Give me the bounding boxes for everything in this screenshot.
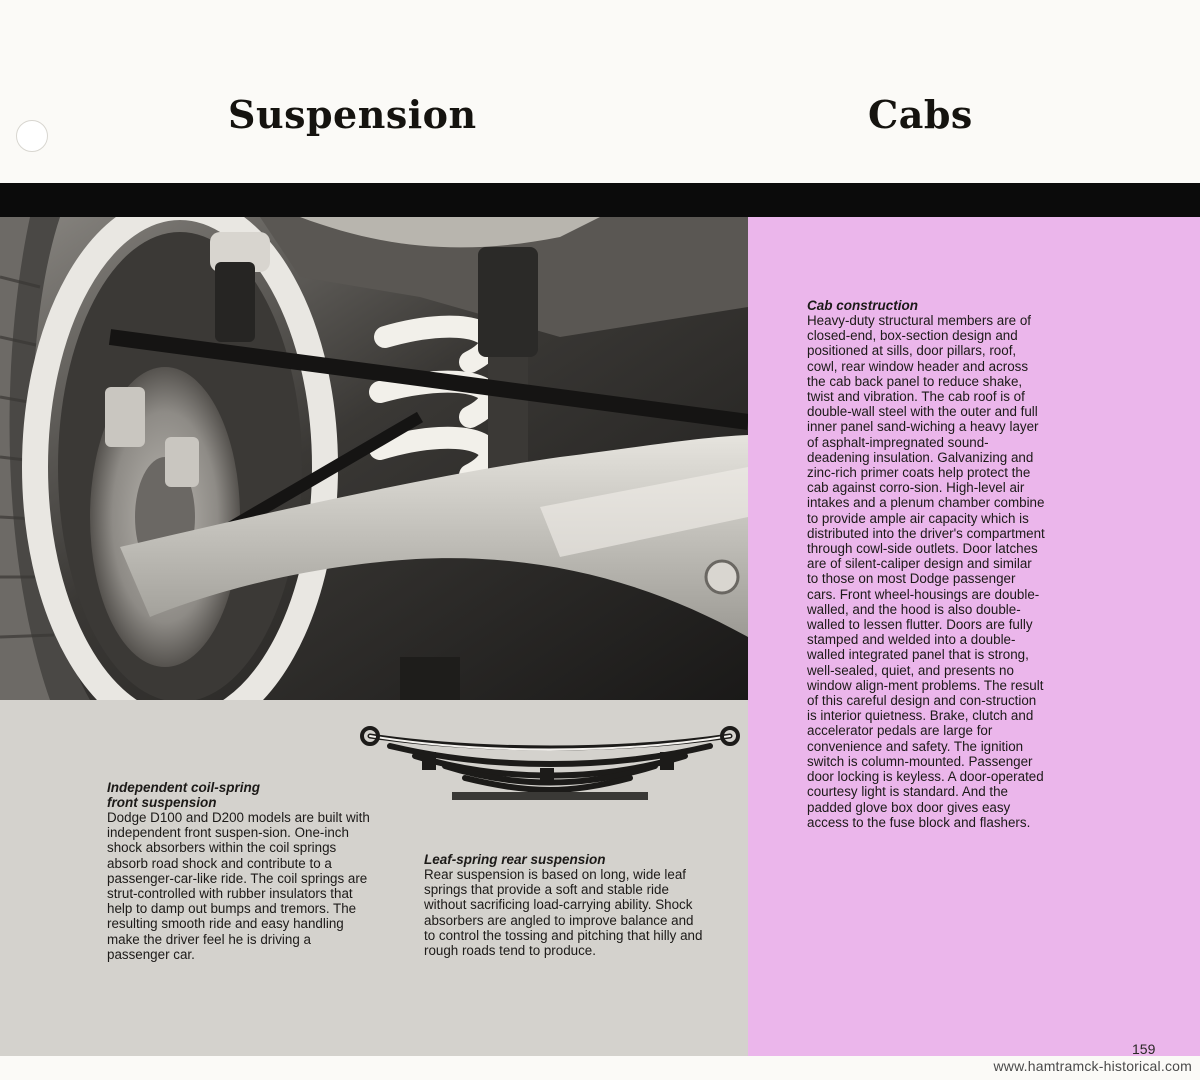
cab-construction-body: Heavy-duty structural members are of closed-end, box-section design and positioned at sills, door pillars, roof, cowl, rear window header and across the cab back panel to reduce shake, twist and vibration. The cab roof is of double-wall steel with the outer and full inner panel sand-wiching a heavy layer of asphalt-impregnated sound-deadening insulation. Galvanizing and zinc-rich primer coats help protect the cab against corro-sion. High-level air intakes and a plenum chamber combine to provide ample air capacity which is distributed into the driver's compartment through cowl-side outlets. Door latches are of silent-caliper design and similar to those on most Dodge passenger cars. Front wheel-housings are double-walled, and the hood is also double-walled to lessen flutter. Doors are fully stamped and welded into a double-walled integrated panel that is strong, well-sealed, quiet, and presents no window align-ment problems. The result of this careful design and con-struction is interior quietness. Brake, clutch and accelerator pedals are large for convenience and safety. The ignition switch is column-mounted. Passenger door locking is keyless. A door-operated courtesy light is standard. And the padded glove box door gives easy access to the fuse block and flashers.	[807, 313, 1045, 830]
front-suspension-photo-icon	[0, 217, 748, 700]
cab-construction-section	[807, 298, 1045, 830]
front-suspension-title-line1: Independent coil-spring	[107, 780, 261, 795]
rear-suspension-section	[424, 852, 704, 958]
page-number: 159	[1132, 1041, 1156, 1057]
cab-construction-title: Cab construction	[807, 298, 919, 313]
front-suspension-photo	[0, 217, 748, 700]
footer-url[interactable]: www.hamtramck-historical.com	[993, 1058, 1192, 1074]
binder-hole	[16, 120, 48, 152]
rear-suspension-body: Rear suspension is based on long, wide leaf springs that provide a soft and stable ride without sacrificing load-carrying ability. Shock absorbers are angled to improve balance and to control the tossing and pitching that hilly and rough roads tend to produce.	[424, 867, 703, 959]
front-suspension-body: Dodge D100 and D200 models are built with independent front suspen-sion. One-inch shock absorbers within the coil springs absorb road shock and contribute to a passenger-car-like ride. The coil springs are strut-controlled with rubber insulators that help to damp out bumps and tremors. The resulting smooth ride and easy handling make the driver feel he is driving a passenger car.	[107, 810, 370, 962]
suspension-heading: Suspension	[228, 92, 477, 137]
front-suspension-title-line2: front suspension	[107, 795, 217, 810]
cabs-heading: Cabs	[868, 92, 973, 137]
header-band	[0, 183, 1200, 217]
front-suspension-section	[107, 780, 373, 962]
rear-suspension-title: Leaf-spring rear suspension	[424, 852, 606, 867]
leaf-spring-illustration-icon	[360, 722, 740, 810]
